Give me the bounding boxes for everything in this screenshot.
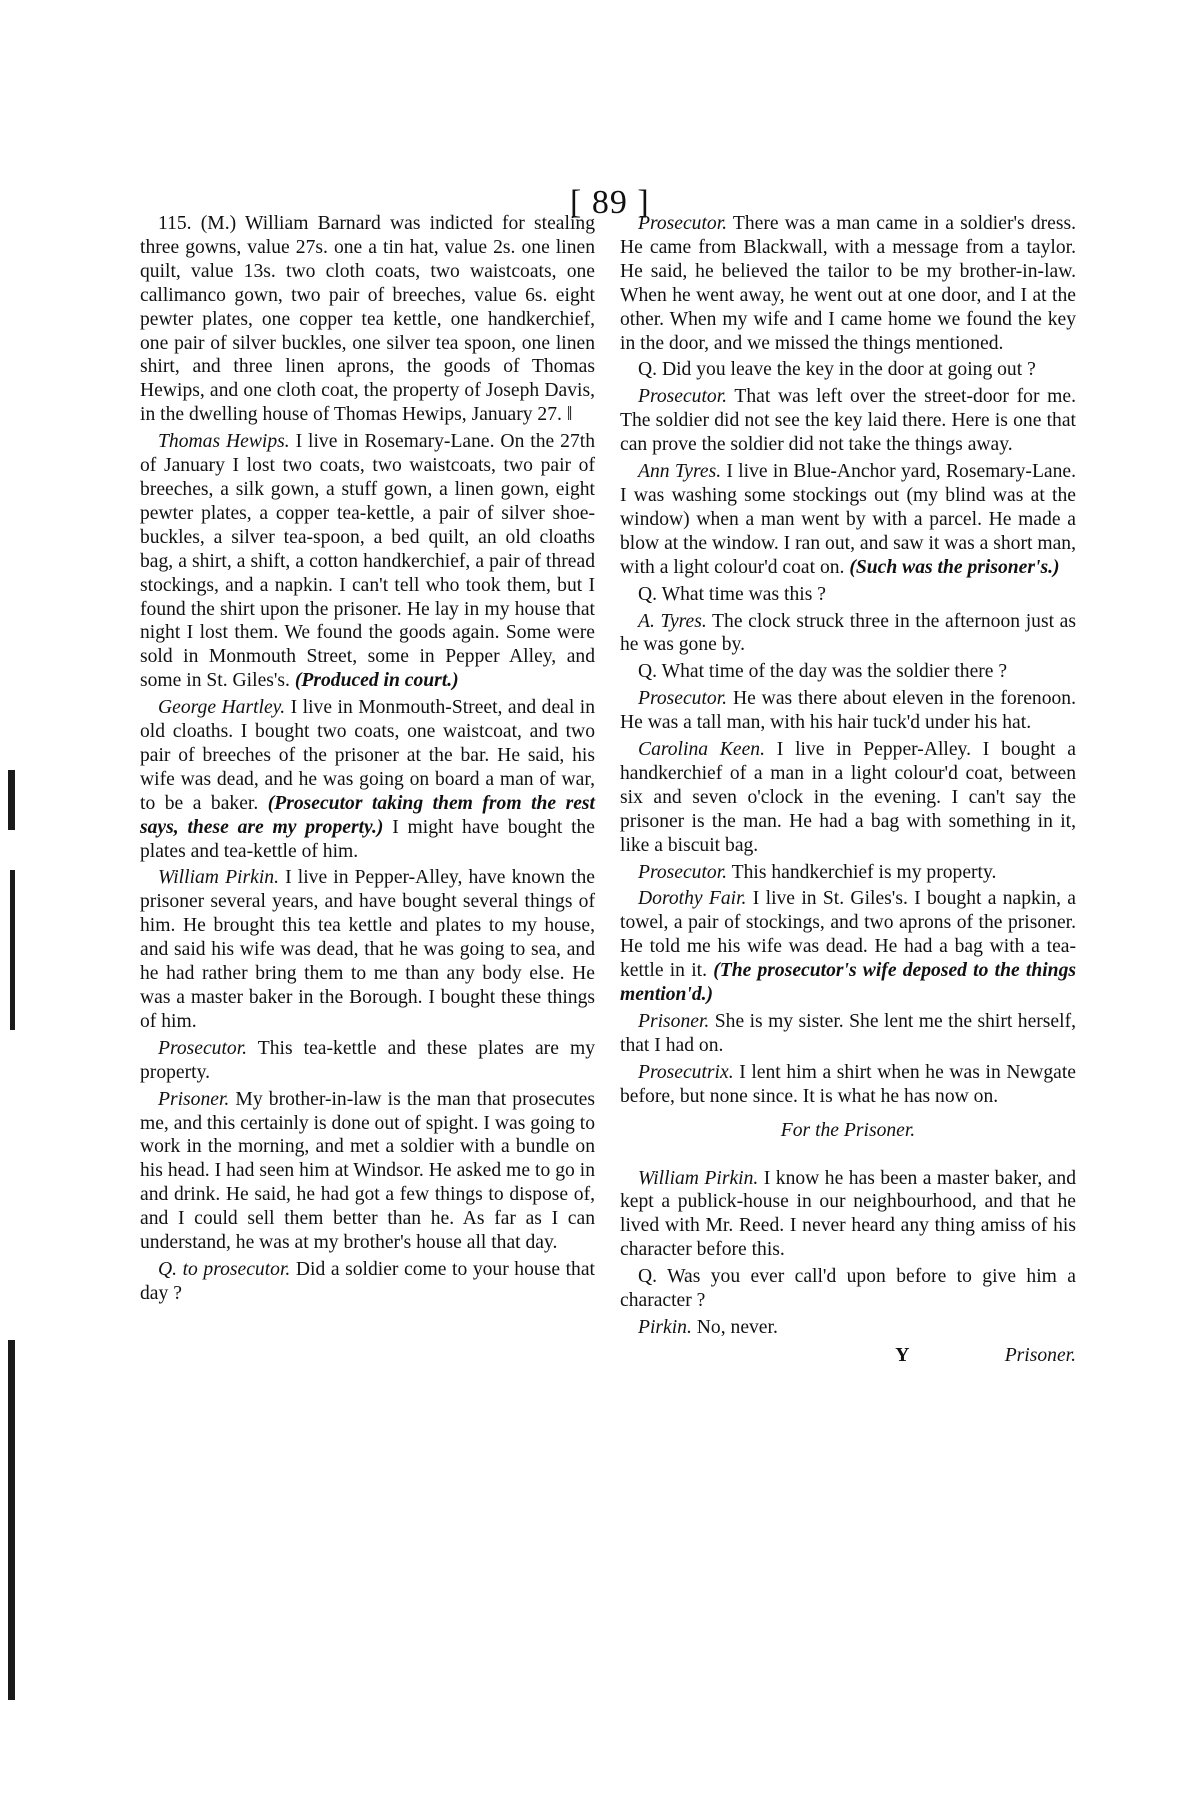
trial-paragraph [620, 610, 1076, 658]
speaker-name: Prosecutor. [638, 688, 728, 710]
speaker-name: Ann Tyres. [638, 461, 722, 483]
trial-paragraph [620, 1167, 1076, 1263]
trial-paragraph [140, 1258, 595, 1306]
testimony-text: Q. Did you leave the key in the door at going out ? [638, 359, 1036, 381]
trial-paragraph [620, 212, 1076, 355]
trial-paragraph [620, 687, 1076, 735]
speaker-name: William Pirkin. [158, 867, 279, 889]
speaker-name: Thomas Hewips. [158, 431, 290, 453]
page-footer [620, 1344, 1076, 1368]
testimony-text: My brother-in-law is the man that prosecutes me, and this certainly is done out of spight. I was going to work in the morning, and met a soldier with a bundle on his head. I had seen him at Windsor. He asked me to go in and drink. He said, he had got a few things to dispose of, and I could sell them better than he. As far as I can understand, he was at my brother's house all that day. [140, 1088, 595, 1254]
defence-paragraphs [620, 1167, 1076, 1340]
testimony-text: The clock struck three in the afternoon just as he was gone by. [620, 610, 1076, 656]
testimony-text: I live in Pepper-Alley, have known the prisoner several years, and have bought several things of him. He brought this tea kettle and plates to my house, and said his wife was dead, that he was going to sea, and he had rather bring them to me than any body else. He was a master baker in the Borough. I bought these things of him. [140, 867, 595, 1032]
defence-heading: For the Prisoner. [780, 1119, 916, 1141]
trial-paragraph [620, 1061, 1076, 1109]
testimony-text: 115. (M.) William Barnard was indicted for stealing three gowns, value 27s. one a tin hat, value 2s. one linen quilt, value 13s. two cloth coats, two waistcoats, one callimanco gown, two pair of breeches, value 6s. eight pewter plates, one copper tea kettle, one handkerchief, one pair of silver buckles, one silver tea spoon, one linen shirt, and three linen aprons, the goods of Thomas Hewips, and one cloth coat, the property of Joseph Davis, in the dwelling house of Thomas Hewips, January 27. ‖ [140, 213, 595, 426]
trial-paragraph [620, 1010, 1076, 1058]
catchword: Prisoner. [1004, 1344, 1076, 1366]
testimony-text: I live in Rosemary-Lane. On the 27th of January I lost two coats, two waistcoats, two pair of breeches, a silk gown, a stuff gown, a linen gown, eight pewter plates, a copper tea-kettle, a pair of silver shoe-buckles, a silver tea-spoon, a bed quilt, an old cloaths bag, a shirt, a shift, a cotton handkerchief, a pair of thread stockings, and a napkin. I can't tell who took them, but I found the shirt upon the prisoner. He lay in my house that night I lost them. We found the goods again. Some were sold in Monmouth Street, some in Pepper Alley, and some in St. Giles's. [140, 431, 595, 692]
speaker-name: George Hartley. [158, 697, 286, 719]
trial-paragraph [620, 1316, 1076, 1340]
signature-mark: Y [895, 1344, 910, 1366]
testimony-text: No, never. [691, 1316, 778, 1338]
speaker-name: Prisoner. [638, 1011, 710, 1032]
testimony-text: This tea-kettle and these plates are my property. [140, 1037, 595, 1083]
trial-paragraph [140, 1037, 595, 1085]
right-column [620, 212, 1076, 1368]
page-number: [ 89 ] [570, 184, 650, 221]
testimony-text: He was there about eleven in the forenoon. He was a tall man, with his hair tuck'd under his hat. [620, 688, 1076, 734]
testimony-text: I lent him a shirt when he was in Newgate before, but none since. It is what he has now on. [620, 1061, 1076, 1107]
testimony-text: She is my sister. She lent me the shirt herself, that I had on. [620, 1011, 1076, 1056]
trial-paragraph [620, 887, 1076, 1007]
right-column-paragraphs [620, 212, 1076, 1109]
trial-paragraph [620, 738, 1076, 858]
testimony-text: Q. What time was this ? [638, 583, 826, 605]
scan-margin-shadow [8, 1340, 15, 1700]
trial-paragraph [140, 212, 595, 427]
trial-paragraph [620, 460, 1076, 580]
testimony-text: Did a soldier come to your house that day ? [140, 1258, 595, 1304]
court-aside: (Produced in court.) [294, 670, 459, 692]
speaker-name: Prisoner. [158, 1088, 230, 1110]
speaker-name: Carolina Keen. [638, 739, 765, 761]
testimony-text: Q. Was you ever call'd upon before to give him a character ? [620, 1266, 1076, 1312]
trial-paragraph [140, 430, 595, 693]
speaker-name: Pirkin. [638, 1316, 692, 1338]
scan-margin-shadow [10, 870, 15, 1030]
speaker-name: Prosecutor. [638, 386, 728, 408]
testimony-text: I live in St. Giles's. I bought a napkin, a towel, a pair of stockings, and two aprons of the prisoner. He told me his wife was dead. He had a bag with a tea-kettle in it. [620, 888, 1077, 982]
trial-paragraph [620, 660, 1076, 684]
court-aside: (Such was the prisoner's.) [849, 556, 1060, 578]
trial-paragraph [140, 1088, 595, 1255]
trial-paragraph [620, 861, 1076, 885]
speaker-name: Q. to prosecutor. [158, 1258, 291, 1280]
speaker-name: Prosecutrix. [638, 1061, 734, 1083]
speaker-name: Prosecutor. [638, 861, 728, 883]
speaker-name: Prosecutor. [158, 1037, 248, 1059]
speaker-name: Prosecutor. [638, 213, 728, 234]
testimony-text: I know he has been a master baker, and kept a publick-house in our neighbourhood, and that he lived with Mr. Reed. I never heard any thing amiss of his character before this. [620, 1167, 1077, 1261]
trial-paragraph [620, 385, 1076, 457]
left-column [140, 212, 595, 1309]
testimony-text: There was a man came in a soldier's dress. He came from Blackwall, with a message from a taylor. He said, he believed the tailor to be my brother-in-law. When he went away, he went out at one door, and I at the other. When my wife and I came home we found the key in the door, and we missed the things mentioned. [620, 213, 1076, 354]
trial-paragraph [620, 358, 1076, 382]
trial-paragraph [620, 1265, 1076, 1313]
speaker-name: Dorothy Fair. [638, 888, 747, 910]
testimony-text: Q. What time of the day was the soldier there ? [638, 661, 1008, 683]
testimony-text: I live in Blue-Anchor yard, Rosemary-Lane. I was washing some stockings out (my blind was at the window) when a man went by with a parcel. He made a blow at the window. I ran out, and saw it was a short man, with a light colour'd coat on. [620, 461, 1076, 578]
testimony-text-continued: I might have bought the plates and tea-kettle of him. [140, 816, 596, 862]
court-aside: (Prosecutor taking them from the rest says, these are my property.) [140, 792, 595, 838]
trial-paragraph [140, 866, 595, 1033]
trial-paragraph [620, 583, 1076, 607]
testimony-text: I live in Monmouth-Street, and deal in old cloaths. I bought two coats, one waistcoat, and two pair of breeches of the prisoner at the bar. He said, his wife was dead, and he was going on board a man of war, to be a baker. [140, 697, 595, 814]
testimony-text: I live in Pepper-Alley. I bought a handkerchief of a man in a light colour'd coat, between six and seven o'clock in the evening. I can't say the prisoner is the man. He had a bag with something in it, like a biscuit bag. [620, 739, 1076, 856]
testimony-text: That was left over the street-door for me. The soldier did not see the key laid there. Here is one that can prove the soldier did not take the things away. [620, 386, 1076, 456]
speaker-name: A. Tyres. [638, 610, 707, 632]
trial-paragraph [140, 696, 595, 863]
speaker-name: William Pirkin. [638, 1167, 759, 1189]
scan-margin-shadow [8, 770, 15, 830]
testimony-text: This handkerchief is my property. [727, 861, 997, 883]
court-aside: (The prosecutor's wife deposed to the things mention'd.) [620, 960, 1076, 1006]
